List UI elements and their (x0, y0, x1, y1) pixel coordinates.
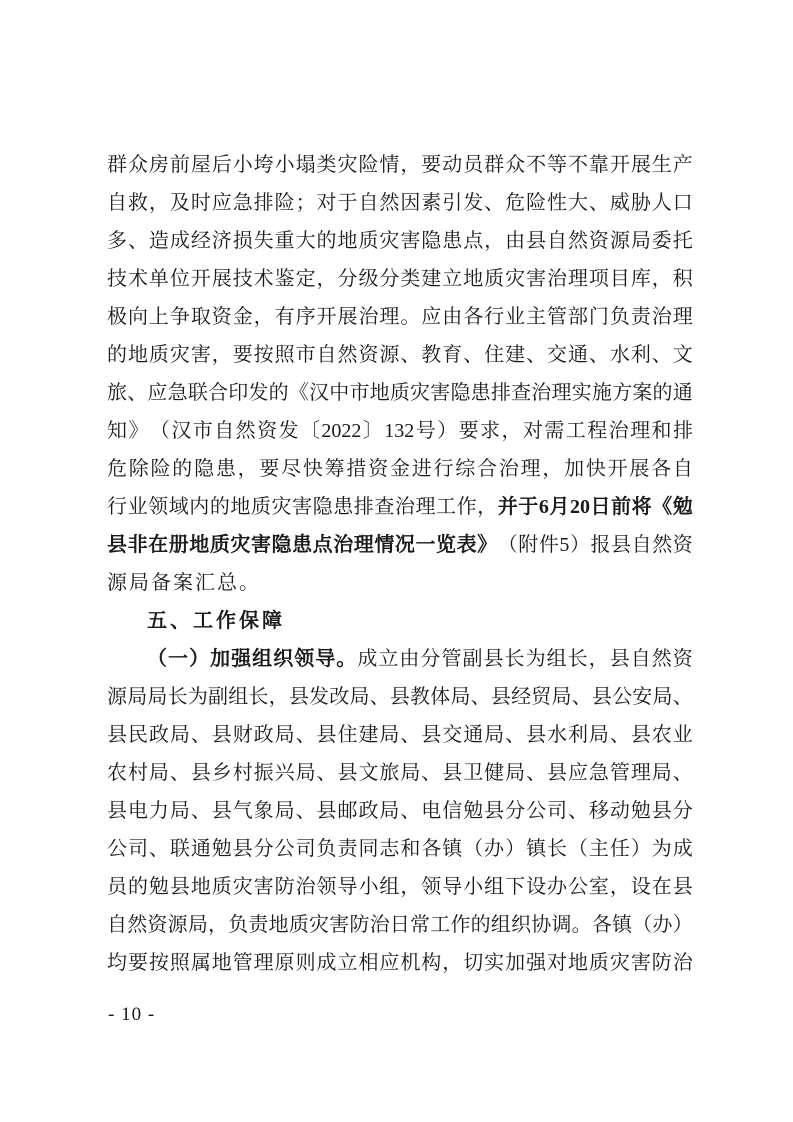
text-line: 旅 、 应 急 联 合 印 发 的 《 汉 中 市 地 质 灾 害 隐 患 排 查 治 理 实 施 方 案 的 通 (107, 382, 693, 404)
text-line: （ 一 ） 加 强 组 织 领 导 。 成 立 由 分 管 副 县 长 为 组 长 ， 县 自 然 资 (147, 648, 693, 670)
text-line: 县 非 在 册 地 质 灾 害 隐 患 点 治 理 情 况 一 览 表 》 （ 附 件 5 ） 报 县 自 然 资 (107, 534, 693, 556)
text-line: 极 向 上 争 取 资 金 ， 有 序 开 展 治 理 。 应 由 各 行 业 主 管 部 门 负 责 治 理 (107, 306, 693, 328)
text-line: 自 救 ， 及 时 应 急 排 险 ； 对 于 自 然 因 素 引 发 、 危 险 性 大 、 威 胁 人 口 (107, 192, 693, 214)
text-line: 员 的 勉 县 地 质 灾 害 防 治 领 导 小 组 ， 领 导 小 组 下 设 办 公 室 ， 设 在 县 (107, 876, 693, 898)
text-line: 源 局 局 长 为 副 组 长 ， 县 发 改 局 、 县 教 体 局 、 县 经 贸 局 、 县 公 安 局 、 (107, 686, 693, 708)
text-line: 县 民 政 局 、 县 财 政 局 、 县 住 建 局 、 县 交 通 局 、 县 水 利 局 、 县 农 业 (107, 724, 693, 746)
text-line: 农 村 局 、 县 乡 村 振 兴 局 、 县 文 旅 局 、 县 卫 健 局 、 县 应 急 管 理 局 、 (107, 762, 693, 784)
text-line: 均 要 按 照 属 地 管 理 原 则 成 立 相 应 机 构 ， 切 实 加 强 对 地 质 灾 害 防 治 (107, 952, 693, 974)
text-line: 的 地 质 灾 害 ， 要 按 照 市 自 然 资 源 、 教 育 、 住 建 、 交 通 、 水 利 、 文 (107, 344, 693, 366)
text-line: 县 电 力 局 、 县 气 象 局 、 县 邮 政 局 、 电 信 勉 县 分 公 司 、 移 动 勉 县 分 (107, 800, 693, 822)
text-line: 技 术 单 位 开 展 技 术 鉴 定 ， 分 级 分 类 建 立 地 质 灾 害 治 理 项 目 库 ， 积 (107, 268, 693, 290)
text-line: 多 、 造 成 经 济 损 失 重 大 的 地 质 灾 害 隐 患 点 ， 由 县 自 然 资 源 局 委 托 (107, 230, 693, 252)
section-heading: 五、工作保障 (147, 610, 285, 632)
text-line: 危 除 险 的 隐 患 ， 要 尽 快 筹 措 资 金 进 行 综 合 治 理 ， 加 快 开 展 各 自 (107, 458, 693, 480)
document-body (107, 146, 693, 982)
text-line: 公 司 、 联 通 勉 县 分 公 司 负 责 同 志 和 各 镇 （ 办 ） 镇 长 （ 主 任 ） 为 成 (107, 838, 693, 860)
text-line: 自 然 资 源 局 ， 负 责 地 质 灾 害 防 治 日 常 工 作 的 组 织 协 调 。 各 镇 （ 办 ） (107, 914, 693, 936)
text-line: 源局备案汇总。 (107, 572, 261, 594)
text-line: 知 》 （ 汉 市 自 然 资 发 〔 2022 〕 132 号 ） 要 求 ， 对 需 工 程 治 理 和 排 (107, 420, 693, 442)
text-line: 群 众 房 前 屋 后 小 垮 小 塌 类 灾 险 情 ， 要 动 员 群 众 不 等 不 靠 开 展 生 产 (107, 154, 693, 176)
page-number: - 10 - (108, 1004, 156, 1025)
text-line: 行 业 领 域 内 的 地 质 灾 害 隐 患 排 查 治 理 工 作 ， 并 于 6 月 20 日 前 将 《 勉 (107, 496, 693, 518)
